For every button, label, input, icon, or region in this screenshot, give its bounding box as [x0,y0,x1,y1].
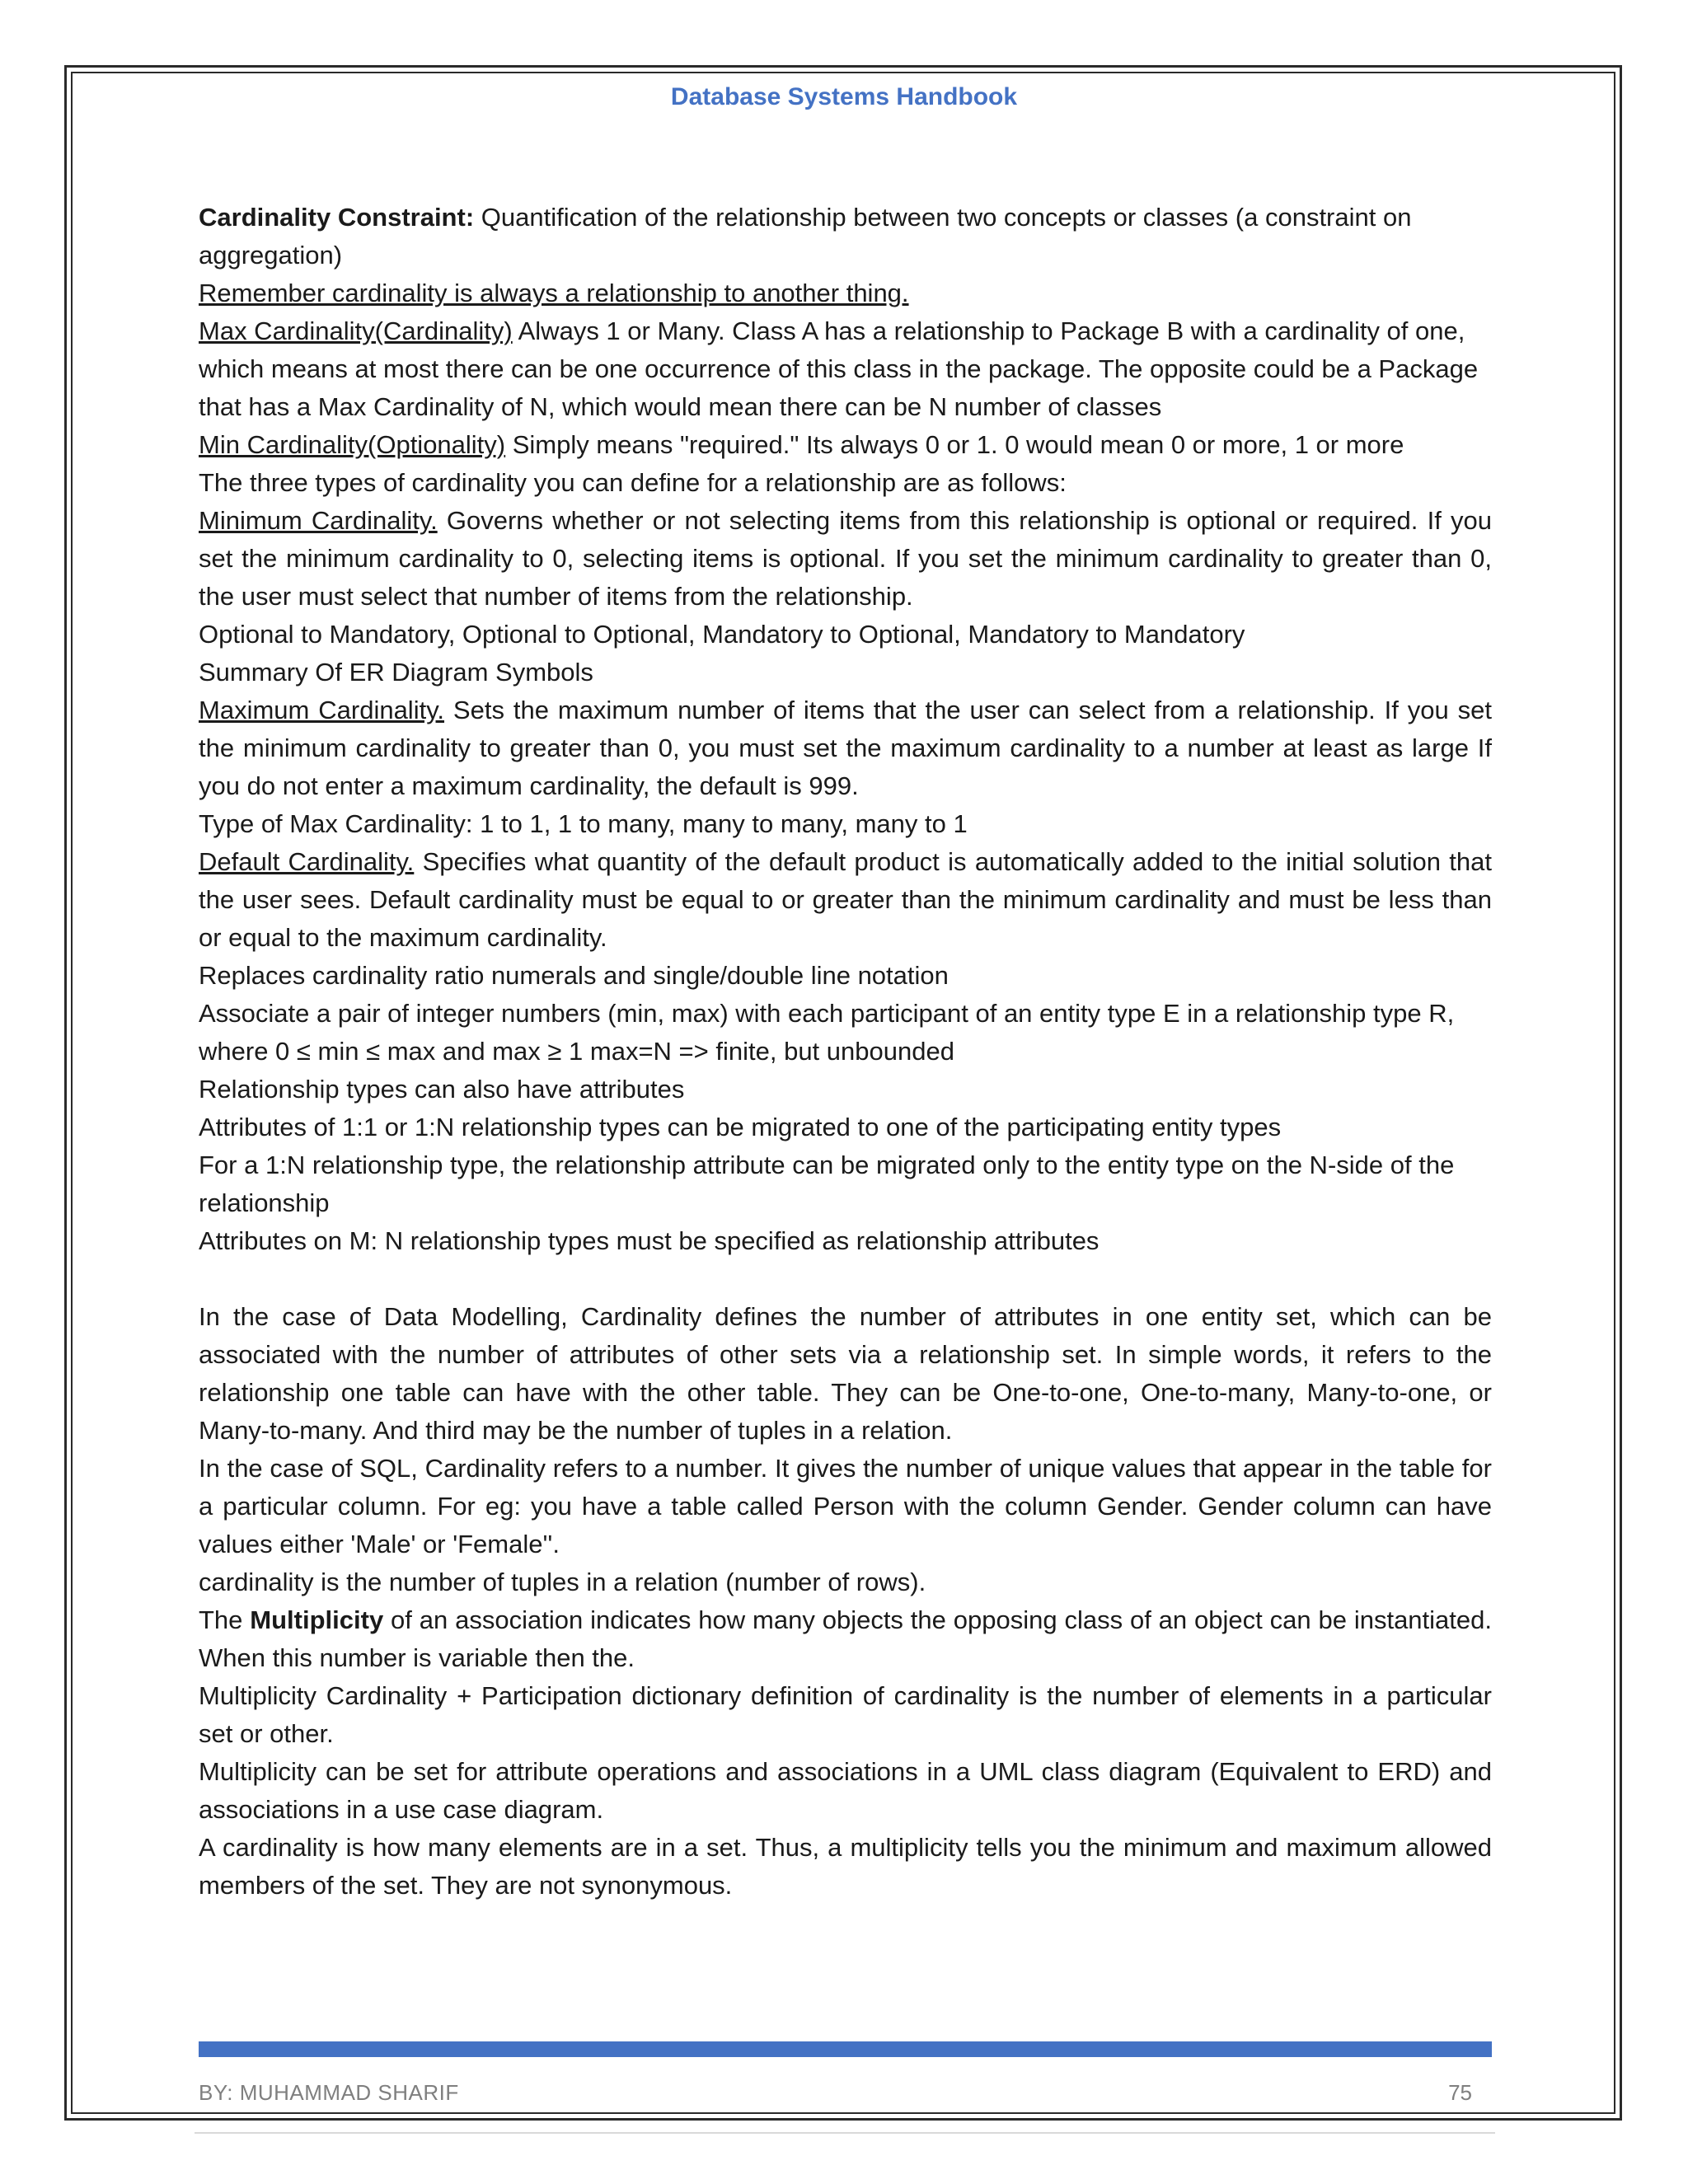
paragraph-multiplicity [199,1601,1492,1677]
paragraph-associate-pair: Associate a pair of integer numbers (min, max) with each participant of an entity type E in a relationship type R, where 0 ≤ min ≤ max and max ≥ 1 max=N => finite, but unbounded [199,999,1455,1066]
paragraph-attributes-migrated: Attributes of 1:1 or 1:N relationship types can be migrated to one of the participating entity types [199,1113,1282,1141]
paragraph-optional-mandatory: Optional to Mandatory, Optional to Optional, Mandatory to Optional, Mandatory to Mandatory [199,620,1245,649]
paragraph-m-n-attributes: Attributes on M: N relationship types must be specified as relationship attributes [199,1226,1100,1255]
paragraph-replaces-ratio: Replaces cardinality ratio numerals and single/double line notation [199,961,949,990]
paragraph-one-to-n: For a 1:N relationship type, the relationship attribute can be migrated only to the entity type on the N-side of the relationship [199,1151,1455,1217]
paragraph-sql-cardinality: In the case of SQL, Cardinality refers to a number. It gives the number of unique values that appear in the table for a particular column. For eg: you have a table called Person with the column Gender. Gender column can have values either 'Male' or 'Female''. [199,1454,1492,1558]
paragraph-multiplicity-uml: Multiplicity can be set for attribute operations and associations in a UML class diagram (Equivalent to ERD) and associations in a use case diagram. [199,1757,1492,1824]
text-default-cardinality: Specifies what quantity of the default product is automatically added to the initial solution that the user sees. Default cardinality must be equal to or greater than the minimum cardinality and must be less than or equal to the maximum cardinality. [199,847,1492,952]
page-content [199,199,1492,1905]
term-min-cardinality: Min Cardinality(Optionality) [199,430,506,459]
paragraph-multiplicity-cardinality: Multiplicity Cardinality + Participation dictionary definition of cardinality is the number of elements in a particular set or other. [199,1681,1492,1748]
paragraph-relationship-attributes: Relationship types can also have attributes [199,1075,685,1104]
paragraph-max-cardinality [199,312,1492,426]
paragraph-data-modelling: In the case of Data Modelling, Cardinality defines the number of attributes in one entity set, which can be associated with the number of attributes of other sets via a relationship set. In simple words, it refers to the relationship one table can have with the other table. They can be One-to-one, One-to-many, Many-to-one, or Many-to-many. And third may be the number of tuples in a relation. [199,1302,1492,1445]
term-default-cardinality: Default Cardinality. [199,847,415,876]
text-multiplicity-pre: The [199,1605,251,1634]
paragraph-cardinality-set: A cardinality is how many elements are in a set. Thus, a multiplicity tells you the minimum and maximum allowed members of the set. They are not synonymous. [199,1833,1492,1900]
text-min-cardinality: Simply means "required." Its always 0 or 1. 0 would mean 0 or more, 1 or more [505,430,1404,459]
paragraph-default-cardinality [199,843,1492,957]
paragraph-cardinality-constraint [199,199,1492,274]
paragraph-three-types: The three types of cardinality you can define for a relationship are as follows: [199,468,1067,497]
term-maximum-cardinality: Maximum Cardinality. [199,696,445,724]
term-cardinality-constraint: Cardinality Constraint: [199,203,475,232]
paragraph-minimum-cardinality [199,502,1492,616]
running-header: Database Systems Handbook [670,83,1018,110]
footer-accent-bar [199,2041,1492,2057]
paragraph-er-symbols: Summary Of ER Diagram Symbols [199,658,593,687]
term-minimum-cardinality: Minimum Cardinality. [199,506,438,535]
paragraph-min-cardinality [199,426,1492,464]
page-number: 75 [1448,2080,1472,2105]
paragraph-maximum-cardinality [199,691,1492,805]
paragraph-tuples: cardinality is the number of tuples in a relation (number of rows). [199,1568,926,1596]
footer-author: BY: MUHAMMAD SHARIF [199,2080,459,2105]
bottom-rule [195,2132,1495,2134]
paragraph-remember-cardinality: Remember cardinality is always a relationship to another thing. [199,279,909,307]
term-max-cardinality: Max Cardinality(Cardinality) [199,316,513,345]
text-max-cardinality: Always 1 or Many. Class A has a relationship to Package B with a cardinality of one, which means at most there can be one occurrence of this class in the package. The opposite could be a Package that has a Max Cardinality of N, which would mean there can be N number of classes [199,316,1479,421]
term-multiplicity: Multiplicity [250,1605,384,1634]
blank-line [199,1260,1492,1298]
text-minimum-cardinality: Governs whether or not selecting items from this relationship is optional or required. If you set the minimum cardinality to 0, selecting items is optional. If you set the minimum cardinality to greater than 0, the user must select that number of items from the relationship. [199,506,1492,611]
text-cardinality-constraint: Quantification of the relationship between two concepts or classes (a constraint on aggregation) [199,203,1412,269]
text-multiplicity: of an association indicates how many objects the opposing class of an object can be instantiated. When this number is variable then the. [199,1605,1492,1672]
text-maximum-cardinality: Sets the maximum number of items that the user can select from a relationship. If you set the minimum cardinality to greater than 0, you must set the maximum cardinality to a number at least as large If you do not enter a maximum cardinality, the default is 999. [199,696,1492,800]
paragraph-type-max-cardinality: Type of Max Cardinality: 1 to 1, 1 to many, many to many, many to 1 [199,809,968,838]
